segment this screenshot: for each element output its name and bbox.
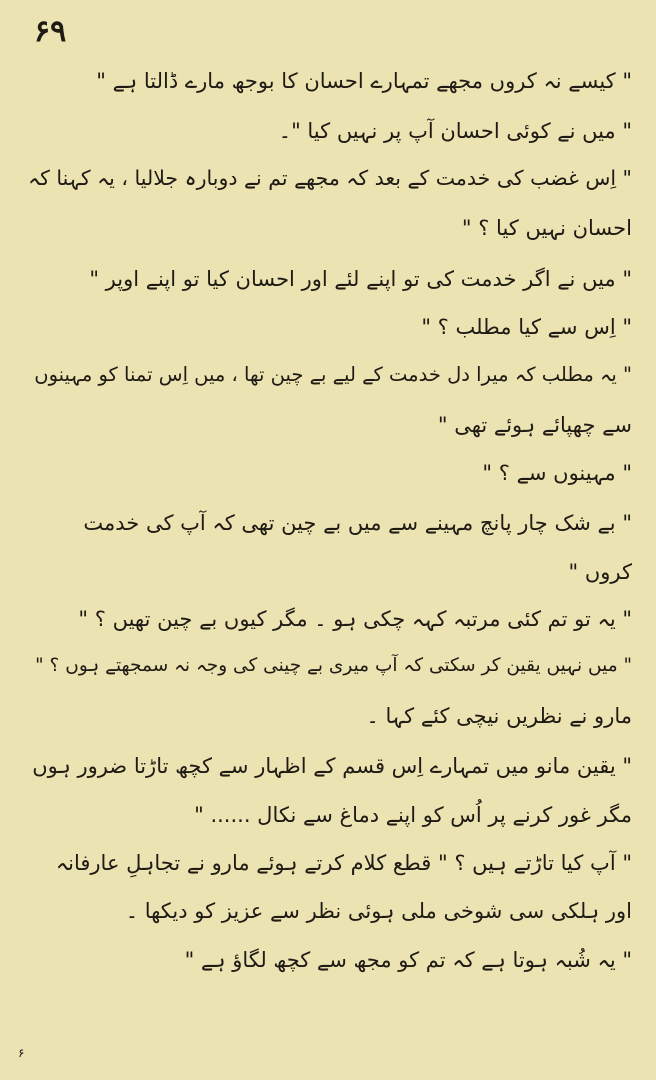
text-line: " مہینوں سے ؟ " [482,461,632,485]
text-line: مارو نے نظریں نیچی کئے کہا ۔ [366,704,632,728]
text-line: " میں نے اگر خدمت کی تو اپنے لئے اور احسان کیا تو اپنے اوپر " [89,267,632,291]
text-line: مگر غور کرنے پر اُس کو اپنے دماغ سے نکال ...... " [194,803,632,827]
text-line: احسان نہیں کیا ؟ " [461,216,632,240]
text-line: " یہ تو تم کئی مرتبہ کہہ چکی ہو ۔ مگر کیوں بے چین تھیں ؟ " [78,607,632,631]
text-line: " اِس غضب کی خدمت کے بعد کہ مجھے تم نے دوبارہ جلالیا ، یہ کہنا کہ [28,166,632,190]
text-line: " میں نہیں یقین کر سکتی کہ آپ میری بے چینی کی وجہ نہ سمجھتے ہوں ؟ " [35,655,632,676]
text-line: " اِس سے کیا مطلب ؟ " [421,315,632,339]
text-line: اور ہلکی سی شوخی ملی ہوئی نظر سے عزیز کو دیکھا ۔ [125,899,632,923]
text-line: " آپ کیا تاڑتے ہیں ؟ " قطع کلام کرتے ہوئے مارو نے تجاہلِ عارفانہ [55,851,632,875]
text-line: " یقین مانو میں تمہارے اِس قسم کے اظہار سے کچھ تاڑتا ضرور ہوں [32,754,632,778]
page-number: ۶۹ [34,14,67,49]
text-line: " یہ مطلب کہ میرا دل خدمت کے لیے بے چین تھا ، میں اِس تمنا کو مہینوں [34,363,632,386]
text-line: " میں نے کوئی احسان آپ پر نہیں کیا "۔ [278,119,632,143]
text-line: " بے شک چار پانچ مہینے سے میں بے چین تھی کہ آپ کی خدمت [83,511,632,535]
text-line: " یہ شُبہ ہوتا ہے کہ تم کو مجھ سے کچھ لگاؤ ہے " [184,948,632,972]
text-line: کروں " [568,560,632,584]
text-line: سے چھپائے ہوئے تھی " [437,413,632,437]
footer-mark: ۶ [18,1046,25,1060]
text-line: " کیسے نہ کروں مجھے تمہارے احسان کا بوجھ مارے ڈالتا ہے " [96,69,632,93]
